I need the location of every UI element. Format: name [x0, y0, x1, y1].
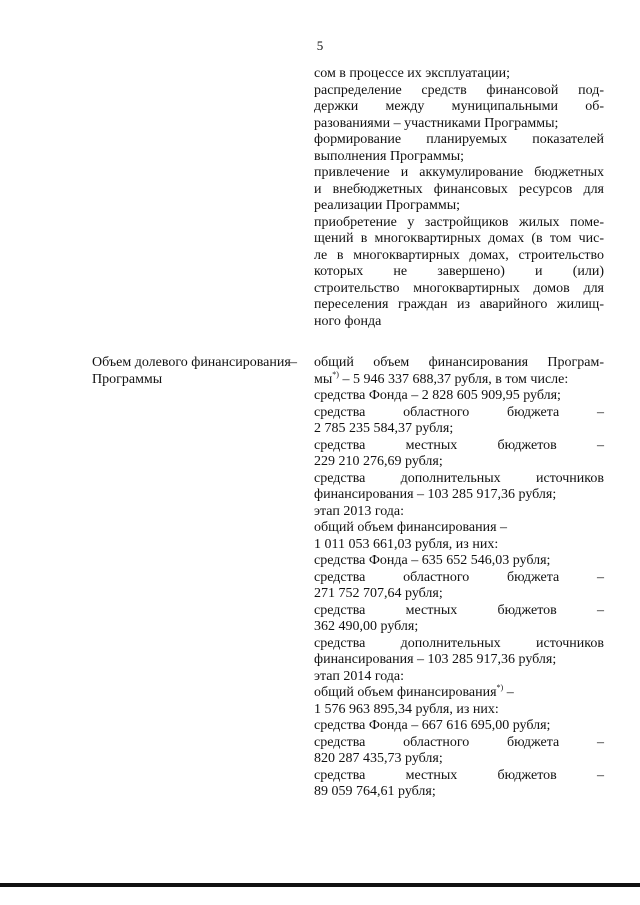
text-line-content: разованиями – участниками Программы;	[314, 115, 559, 131]
text-line	[314, 165, 604, 182]
text-line-content: переселения граждан из аварийного жилищ-	[314, 297, 604, 312]
text-line	[314, 66, 604, 83]
text-line-content: 820 287 435,73 рубля;	[314, 751, 443, 766]
text-line-content: ле в многоквартирных домах, строительство	[314, 247, 604, 263]
text-line	[314, 149, 604, 166]
text-line-content: общий объем финансирования –	[314, 520, 508, 535]
text-line-content: средства областного бюджета –	[314, 734, 604, 750]
text-line-content: средства дополнительных источников	[314, 470, 604, 486]
text-line	[314, 586, 604, 603]
text-line	[314, 355, 604, 372]
text-line-content: финансирования – 103 285 917,36 рубля;	[314, 487, 557, 502]
text-line	[314, 487, 604, 504]
footnote-mark: *)	[332, 369, 339, 379]
text-line	[314, 751, 604, 768]
text-line	[314, 718, 604, 735]
text-line-content: средства Фонда – 635 652 546,03 рубля;	[314, 553, 551, 568]
text-line-content: и внебюджетных финансовых ресурсов для	[314, 181, 604, 197]
text-line	[314, 768, 604, 785]
text-line-content: средства Фонда – 667 616 695,00 рубля;	[314, 718, 551, 733]
text-line-tail: –	[503, 685, 514, 700]
text-line	[314, 215, 604, 232]
text-line-content: распределение средств финансовой под-	[314, 82, 604, 98]
text-line	[314, 388, 604, 405]
text-line	[314, 636, 604, 653]
text-line	[314, 652, 604, 669]
text-line	[314, 438, 604, 455]
text-line-content: этап 2013 года:	[314, 503, 405, 519]
text-line-content: ного фонда	[314, 313, 382, 329]
text-line-content: средства Фонда – 2 828 605 909,95 рубля;	[314, 388, 561, 403]
text-line	[314, 281, 604, 298]
text-line-content: строительство многоквартирных домов для	[314, 280, 604, 296]
label-dash: –	[290, 355, 297, 370]
text-line	[314, 116, 604, 133]
text-line	[314, 784, 604, 801]
text-line	[314, 471, 604, 488]
text-line	[314, 297, 604, 314]
text-line	[314, 570, 604, 587]
text-line-content: щений в многоквартирных домах (в том чис-	[314, 231, 604, 246]
text-line-content: общий объем финансирования Програм-	[314, 355, 604, 370]
text-line	[314, 198, 604, 215]
text-line-content: средства областного бюджета –	[314, 404, 604, 420]
text-line	[314, 231, 604, 248]
text-line	[314, 454, 604, 471]
text-line-content: 89 059 764,61 рубля;	[314, 784, 436, 799]
text-line-content: 362 490,00 рубля;	[314, 619, 419, 634]
text-line-content: 1 576 963 895,34 рубля, из них:	[314, 701, 499, 717]
text-line-content: 229 210 276,69 рубля;	[314, 454, 443, 469]
text-line-content: мы	[314, 371, 333, 387]
text-line-content: 2 785 235 584,37 рубля;	[314, 421, 454, 436]
text-line	[314, 504, 604, 521]
text-line	[314, 619, 604, 636]
text-line-content: финансирования – 103 285 917,36 рубля;	[314, 652, 557, 667]
text-line-content: приобретение у застройщиков жилых поме-	[314, 214, 604, 230]
text-line	[314, 83, 604, 100]
text-line-content: сом в процессе их эксплуатации;	[314, 66, 510, 81]
continuation-block	[314, 66, 604, 330]
text-line	[314, 264, 604, 281]
text-line	[314, 669, 604, 686]
footnote-mark: *)	[496, 683, 504, 692]
text-line-content: средства областного бюджета –	[314, 569, 604, 585]
text-line-content: 271 752 707,64 рубля;	[314, 586, 443, 601]
text-line	[314, 132, 604, 149]
text-line	[314, 248, 604, 265]
text-line-content: держки между муниципальными об-	[314, 99, 604, 114]
text-line-content: средства местных бюджетов –	[314, 602, 604, 618]
financing-label: Объем долевого финансирования Программы	[92, 355, 291, 387]
page-number: 5	[316, 38, 324, 53]
text-line-content: 1 011 053 661,03 рубля, из них:	[314, 536, 499, 552]
text-line	[314, 405, 604, 422]
text-line-content: выполнения Программы;	[314, 148, 465, 164]
bottom-rule	[0, 883, 640, 887]
text-line	[314, 520, 604, 537]
text-line	[314, 99, 604, 116]
text-line-content: которых не завершено) и (или)	[314, 264, 604, 279]
text-line-tail: – 5 946 337 688,37 рубля, в том числе:	[338, 371, 569, 387]
text-line	[314, 735, 604, 752]
text-line-content: реализации Программы;	[314, 198, 461, 213]
text-line	[314, 369, 604, 389]
text-line	[314, 314, 604, 331]
text-line-content: средства местных бюджетов –	[314, 437, 604, 453]
text-line	[314, 702, 604, 719]
text-line-content: привлечение и аккумулирование бюджетных	[314, 165, 604, 180]
text-line-content: средства местных бюджетов –	[314, 767, 604, 783]
text-line	[314, 537, 604, 554]
text-line	[314, 603, 604, 620]
text-line-content: формирование планируемых показателей	[314, 132, 604, 147]
text-line	[314, 421, 604, 438]
text-line-content: этап 2014 года:	[314, 668, 405, 684]
financing-details	[314, 355, 604, 801]
text-line-content: средства дополнительных источников	[314, 635, 604, 651]
text-line	[314, 182, 604, 199]
text-line	[314, 685, 604, 702]
text-line-content: общий объем финансирования	[314, 685, 497, 700]
text-line	[314, 553, 604, 570]
